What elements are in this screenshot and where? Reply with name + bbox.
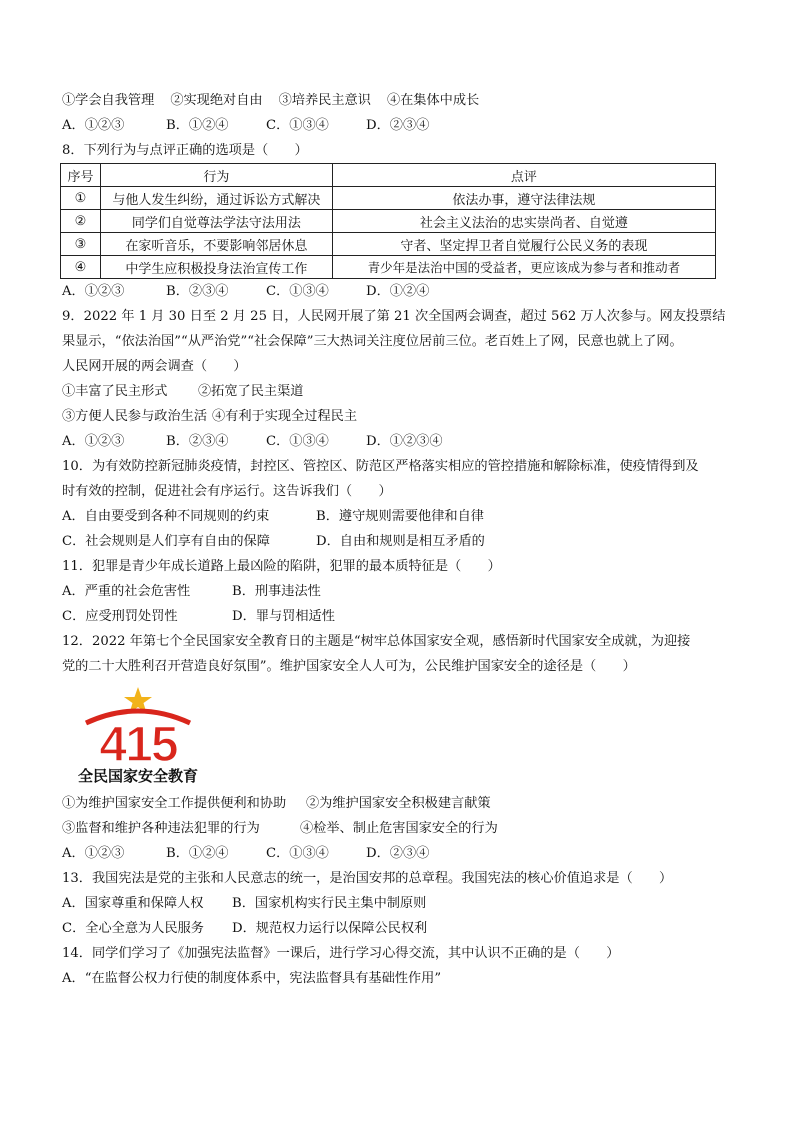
q12-stem-line: 12．2022 年第七个全民国家安全教育日的主题是“树牢总体国家安全观，感悟新时代国家安全成就，为迎接 xyxy=(62,634,691,649)
q9-item: ④有利于实现全过程民主 xyxy=(212,409,358,424)
q7-option[interactable]: B．①②④ xyxy=(166,118,229,133)
q12-items xyxy=(62,816,734,841)
q10-option[interactable]: D．自由和规则是相互矛盾的 xyxy=(316,534,485,549)
q11-option[interactable]: B．刑事违法性 xyxy=(232,584,321,599)
q9-option[interactable]: A．①②③ xyxy=(62,434,125,449)
table-header: 序号 xyxy=(61,164,101,187)
q12-item: ③监督和维护各种违法犯罪的行为 xyxy=(62,821,260,836)
table-header-row xyxy=(61,164,716,187)
logo-text: 全民国家安全教育 xyxy=(77,767,199,785)
q12-option[interactable]: C．①③④ xyxy=(266,846,329,861)
q10-stem-line: 10．为有效防控新冠肺炎疫情，封控区、管控区、防范区严格落实相应的管控措施和解除标准，使疫情得到及 xyxy=(62,459,699,474)
q12-options xyxy=(62,841,734,866)
q9-option[interactable]: D．①②③④ xyxy=(366,434,443,449)
q11-option[interactable]: A．严重的社会危害性 xyxy=(62,584,191,599)
q8-option[interactable]: A．①②③ xyxy=(62,284,125,299)
table-row xyxy=(61,210,716,233)
q7-option[interactable]: D．②③④ xyxy=(366,118,430,133)
q12-option[interactable]: D．②③④ xyxy=(366,846,430,861)
table-cell: ④ xyxy=(61,256,101,279)
table-cell: 与他人发生纠纷，通过诉讼方式解决 xyxy=(100,187,332,210)
q13-options xyxy=(62,916,734,941)
q13-stem: 13．我国宪法是党的主张和人民意志的统一，是治国安邦的总章程。我国宪法的核心价值追求是（ ） xyxy=(62,871,673,886)
q14-option-a[interactable]: A．“在监督公权力行使的制度体系中，宪法监督具有基础性作用” xyxy=(62,971,442,986)
q11-stem: 11．犯罪是青少年成长道路上最凶险的陷阱，犯罪的最本质特征是（ ） xyxy=(62,559,501,574)
q9-options xyxy=(62,429,734,454)
table-cell: 守者、坚定捍卫者自觉履行公民义务的表现 xyxy=(332,233,715,256)
q9-stem-line: 人民网开展的两会调查（ ） xyxy=(62,359,247,374)
q9-option[interactable]: B．②③④ xyxy=(166,434,229,449)
q9-items xyxy=(62,379,734,404)
q9-item: ②拓宽了民主渠道 xyxy=(198,384,304,399)
q10-option[interactable]: B．遵守规则需要他律和自律 xyxy=(316,509,484,524)
q13-option[interactable]: A．国家尊重和保障人权 xyxy=(62,896,204,911)
table-row xyxy=(61,187,716,210)
q9-item: ①丰富了民主形式 xyxy=(62,384,168,399)
q8-table xyxy=(60,163,716,279)
table-cell: 在家听音乐，不要影响邻居休息 xyxy=(100,233,332,256)
q9-stem-line: 果显示，“依法治国”“从严治党”“社会保障”三大热词关注度位居前三位。老百姓上了网，民意也就上了网。 xyxy=(62,334,683,349)
q12-stem-line: 党的二十大胜利召开营造良好氛围”。维护国家安全人人可为，公民维护国家安全的途径是（ ） xyxy=(62,659,636,674)
q13-options xyxy=(62,891,734,916)
q10-option[interactable]: C．社会规则是人们享有自由的保障 xyxy=(62,534,270,549)
q7-option[interactable]: A．①②③ xyxy=(62,118,125,133)
table-cell: ③ xyxy=(61,233,101,256)
table-cell: 社会主义法治的忠实崇尚者、自觉遵 xyxy=(332,210,715,233)
q11-option[interactable]: D．罪与罚相适性 xyxy=(232,609,335,624)
q7-options xyxy=(62,113,734,138)
q10-option[interactable]: A．自由要受到各种不同规则的约束 xyxy=(62,509,270,524)
q7-items xyxy=(62,88,734,113)
q9-items xyxy=(62,404,734,429)
logo-graphic xyxy=(72,685,204,785)
table-cell: ② xyxy=(61,210,101,233)
q7-item: ③培养民主意识 xyxy=(278,93,371,108)
logo-number: 415 xyxy=(99,716,177,772)
q14-stem: 14．同学们学习了《加强宪法监督》一课后，进行学习心得交流，其中认识不正确的是（ ） xyxy=(62,946,620,961)
exam-page xyxy=(62,88,734,991)
table-cell: ① xyxy=(61,187,101,210)
q9-stem-line: 9．2022 年 1 月 30 日至 2 月 25 日，人民网开展了第 21 次全国两会调查，超过 562 万人次参与。网友投票结 xyxy=(62,309,726,324)
q10-stem-line: 时有效的控制，促进社会有序运行。这告诉我们（ ） xyxy=(62,484,392,499)
q11-options xyxy=(62,579,734,604)
q11-option[interactable]: C．应受刑罚处罚性 xyxy=(62,609,178,624)
q8-option[interactable]: B．②③④ xyxy=(166,284,229,299)
q10-options xyxy=(62,529,734,554)
q7-item: ①学会自我管理 xyxy=(62,93,155,108)
q8-option[interactable]: C．①③④ xyxy=(266,284,329,299)
q13-option[interactable]: C．全心全意为人民服务 xyxy=(62,921,204,936)
q12-items xyxy=(62,791,734,816)
national-security-day-logo xyxy=(72,685,204,785)
q8-stem: 8．下列行为与点评正确的选项是（ ） xyxy=(62,143,308,158)
table-cell: 青少年是法治中国的受益者，更应该成为参与者和推动者 xyxy=(332,256,715,279)
q9-item: ③方便人民参与政治生活 xyxy=(62,409,208,424)
table-cell: 中学生应积极投身法治宣传工作 xyxy=(100,256,332,279)
q13-option[interactable]: D．规范权力运行以保障公民权利 xyxy=(232,921,428,936)
q11-options xyxy=(62,604,734,629)
q7-item: ②实现绝对自由 xyxy=(170,93,263,108)
q8-options xyxy=(62,279,734,304)
q7-item: ④在集体中成长 xyxy=(386,93,480,108)
q12-option[interactable]: A．①②③ xyxy=(62,846,125,861)
table-header: 行为 xyxy=(100,164,332,187)
q9-option[interactable]: C．①③④ xyxy=(266,434,329,449)
q12-item: ④检举、制止危害国家安全的行为 xyxy=(300,821,498,836)
q12-item: ②为维护国家安全积极建言献策 xyxy=(306,796,491,811)
q13-option[interactable]: B．国家机构实行民主集中制原则 xyxy=(232,896,427,911)
table-row xyxy=(61,233,716,256)
table-cell: 依法办事，遵守法律法规 xyxy=(332,187,715,210)
q10-options xyxy=(62,504,734,529)
q12-option[interactable]: B．①②④ xyxy=(166,846,229,861)
q8-option[interactable]: D．①②④ xyxy=(366,284,430,299)
table-header: 点评 xyxy=(332,164,715,187)
q12-item: ①为维护国家安全工作提供便利和协助 xyxy=(62,796,287,811)
table-row xyxy=(61,256,716,279)
q7-option[interactable]: C．①③④ xyxy=(266,118,329,133)
table-cell: 同学们自觉尊法学法守法用法 xyxy=(100,210,332,233)
